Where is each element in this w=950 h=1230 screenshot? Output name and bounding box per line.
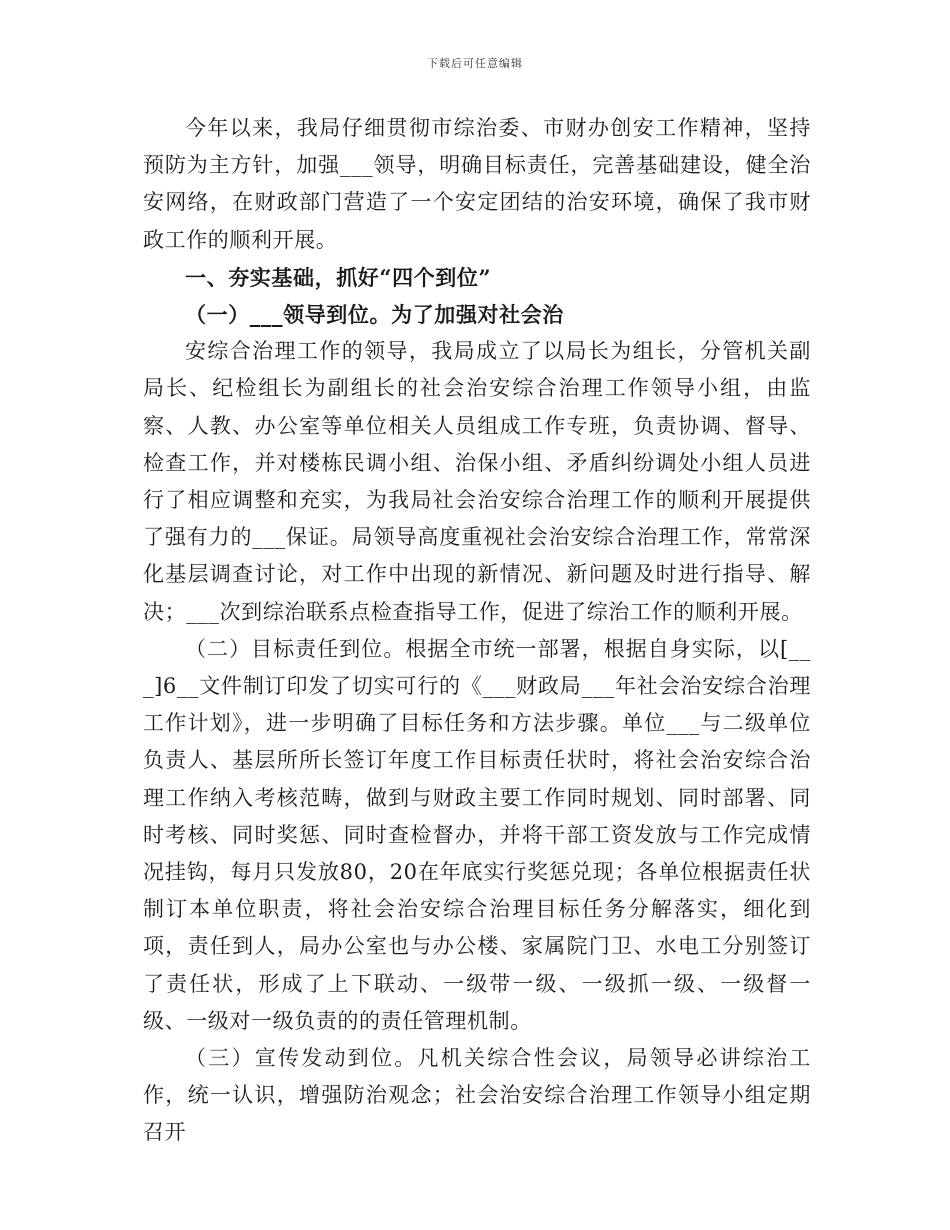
intro-paragraph: 今年以来，我局仔细贯彻市综治委、市财办创安工作精神，坚持预防为主方针，加强___领导，明确目标责任，完善基础建设，健全治安网络，在财政部门营造了一个安定团结的治安环境，确保了我市财政工作的顺利开展。	[143, 116, 811, 252]
section-heading: 一、夯实基础，抓好“四个到位”	[185, 264, 492, 290]
header-note: 下载后可任意编辑	[427, 57, 523, 70]
document-body	[143, 110, 811, 1152]
publicity-paragraph: （三）宣传发动到位。凡机关综合性会议，局领导必讲综治工作，统一认识，增强防治观念；社会治安综合治理工作领导小组定期召开	[143, 1046, 811, 1145]
leadership-paragraph: 安综合治理工作的领导，我局成立了以局长为组长，分管机关副局长、纪检组长为副组长的社会治安综合治理工作领导小组，由监察、人教、办公室等单位相关人员组成工作专班，负责协调、督导、检查工作，并对楼栋民调小组、治保小组、矛盾纠纷调处小组人员进行了相应调整和充实，为我局社会治安综合治理工作的顺利开展提供了强有力的___保证。局领导高度重视社会治安综合治理工作，常常深化基层调查讨论，对工作中出现的新情况、新问题及时进行指导、解决；___次到综治联系点检查指导工作，促进了综治工作的顺利开展。	[143, 339, 811, 624]
subsection-heading-leadership: （一）___领导到位。为了加强对社会治	[185, 302, 564, 328]
responsibility-paragraph: （二）目标责任到位。根据全市统一部署，根据自身实际，以[___]6__文件制订印发了切实可行的《___财政局___年社会治安综合治理工作计划》，进一步明确了目标任务和方法步骤。单位___与二级单位负责人、基层所所长签订年度工作目标责任状时，将社会治安综合治理工作纳入考核范畴，做到与财政主要工作同时规划、同时部署、同时考核、同时奖惩、同时查检督办，并将干部工资发放与工作完成情况挂钩，每月只发放80，20在年底实行奖惩兑现；各单位根据责任状制订本单位职责，将社会治安综合治理目标任务分解落实，细化到项，责任到人，局办公室也与办公楼、家属院门卫、水电工分别签订了责任状，形成了上下联动、一级带一级、一级抓一级、一级督一级、一级对一级负责的的责任管理机制。	[143, 636, 811, 1033]
